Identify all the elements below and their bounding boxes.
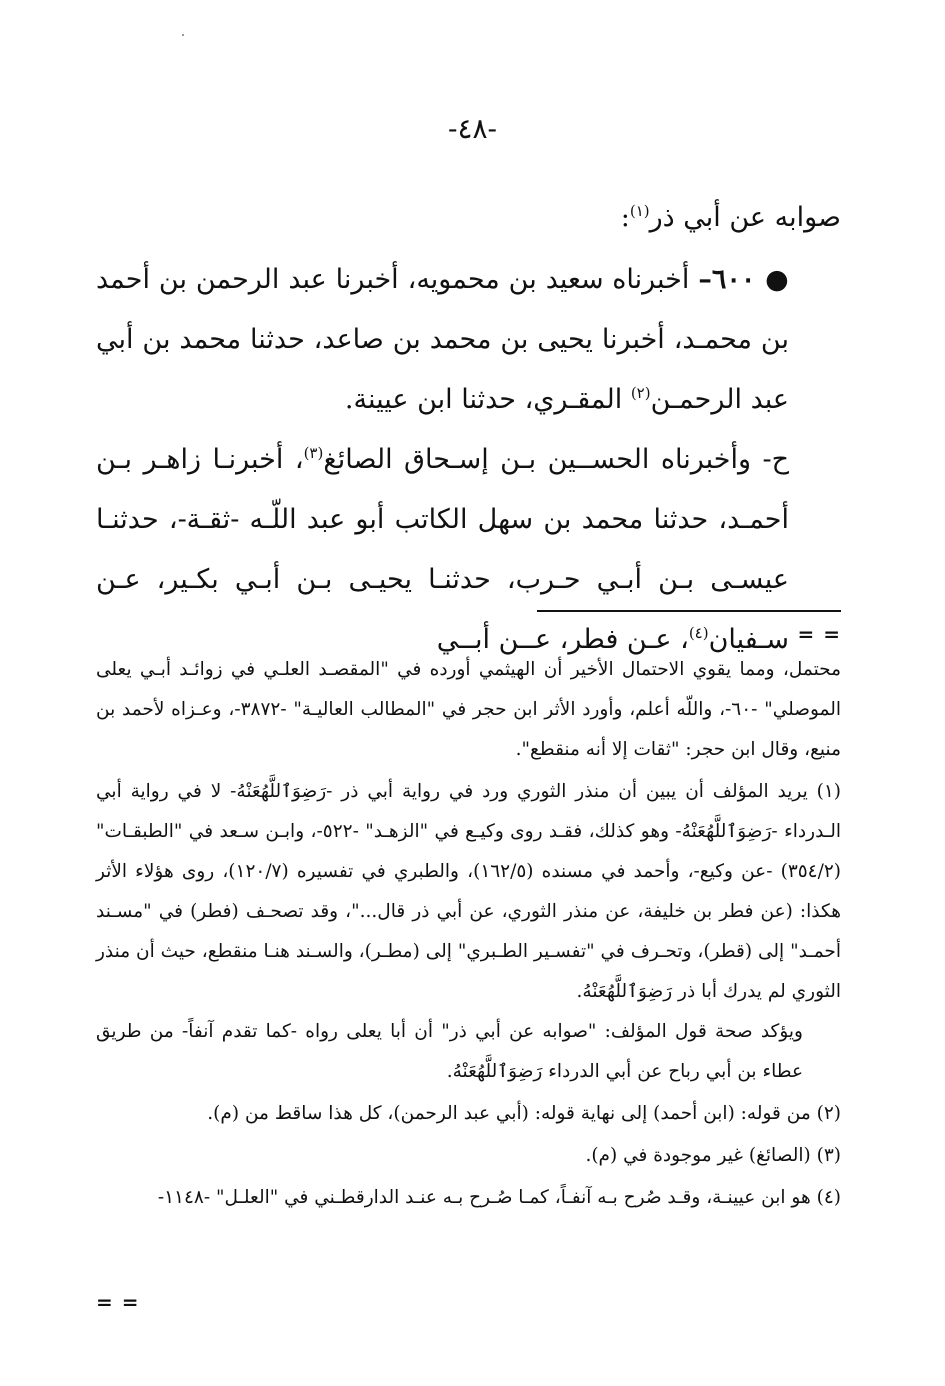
continuation-mark-top: = = (797, 622, 841, 646)
hadith-number-value: ٦٠٠ (711, 264, 756, 295)
hadith-text-2c: ، عـن فطر، عــن أبــي (436, 624, 689, 655)
page-number: -٤٨- (447, 112, 497, 145)
section-heading (96, 190, 841, 246)
hadith-number: ● ٦٠٠– (698, 264, 789, 295)
footnote-carryover: محتمل، ومما يقوي الاحتمال الأخير أن الهيثمي أورده في "المقصـد العلـي في زوائـد أبـي يعلى الموصلي" -٦٠-، واللّه أعلم، وأورد الأثر ابن حجر في "المطالب العاليـة" -٣٨٧٢-، وعـزاه لأحمد بن منيع، وقال ابن حجر: "ثقات إلا أنه منقطع". (96, 659, 841, 760)
hadith-text-1a: أخبرناه سعيد بن محمويه، أخبرنا عبد الرحمن بن أحمد بن محمـد، أخبرنا يحيى بن محمد بن صاعد، حدثنا محمد بن أبي عبد الرحمـن (96, 264, 789, 415)
footnote-3: (٣) (الصائغ) غير موجودة في (م). (585, 1145, 841, 1166)
footnote-ref-2[interactable]: (٢) (630, 384, 651, 402)
footnote-ref-4[interactable]: (٤) (688, 624, 709, 642)
hadith-text-2a: ح- وأخبرناه الحســين بـن إسـحاق الصائغ (323, 444, 789, 475)
footnote-ref-1[interactable]: (١) (629, 202, 650, 220)
hadith-paragraph-1 (96, 250, 841, 430)
footnote-ref-3[interactable]: (٣) (303, 444, 324, 462)
footnote-2: (٢) من قوله: (ابن أحمد) إلى نهاية قوله: (أبي عبد الرحمن)، كل هذا ساقط من (م). (207, 1103, 841, 1124)
hadith-text-2b: ، أخبرنـا زاهـر بـن أحمـد، حدثنا محمد بن سهل الكاتب أبو عبد اللّـه -ثقـة-، حدثنـا عيسـى بـن أبـي حـرب، حدثنـا يحيـى بـن أبـي بكـير، عـن سـفيان (96, 444, 789, 655)
footnote-divider (537, 610, 841, 612)
continuation-mark-bottom: = = (96, 1290, 140, 1314)
footnote-1: (١) يريد المؤلف أن يبين أن منذر الثوري ورد في رواية أبي ذر -رَضِوَٱللَّهُعَنْهُ- لا في رواية أبي الـدرداء -رَضِوَٱللَّهُعَنْهُ- وهو كذلك، فقـد روى وكيـع في "الزهـد" -٥٢٢-، وابـن سـعد في "الطبقـات" (٣٥٤/٢) -عن وكيع-، وأحمد في مسنده (١٦٢/٥)، والطبري في تفسيره (١٢٠/٧)، روى هؤلاء الأثر هكذا: (عن فطر بن خليفة، عن منذر الثوري، عن أبي ذر قال..."، وقد تصحـف (فطر) في "مسـند أحمـد" إلى (قطر)، وتحـرف في "تفسـير الطـبري" إلى (مطـر)، والسـند هنـا منقطع، حيث أن منذر الثوري لم يدرك أبا ذر رَضِوَٱللَّهُعَنْهُ. (96, 781, 842, 1002)
heading-text: صوابه عن أبي ذر (649, 202, 841, 233)
footnote-1-continuation: ويؤكد صحة قول المؤلف: "صوابه عن أبي ذر" أن أبا يعلى رواه -كما تقدم آنفاً- من طريق عطاء بن أبي رباح عن أبي الدرداء رَضِوَٱللَّهُعَنْهُ. (96, 1021, 803, 1082)
footnotes (96, 650, 841, 1218)
hadith-dash: – (698, 264, 712, 295)
scan-speck (182, 34, 184, 36)
footnote-4: (٤) هو ابن عيينـة، وقـد صُرح بـه آنفـاً، كمـا صُـرح بـه عنـد الدارقطـني في "العلـل" -١١٤٨- (157, 1187, 841, 1208)
hadith-paragraph-2 (96, 430, 841, 670)
main-text (96, 190, 841, 670)
heading-colon: : (620, 202, 630, 233)
hadith-text-1b: المقـري، حدثنا ابن عيينة. (344, 384, 631, 415)
